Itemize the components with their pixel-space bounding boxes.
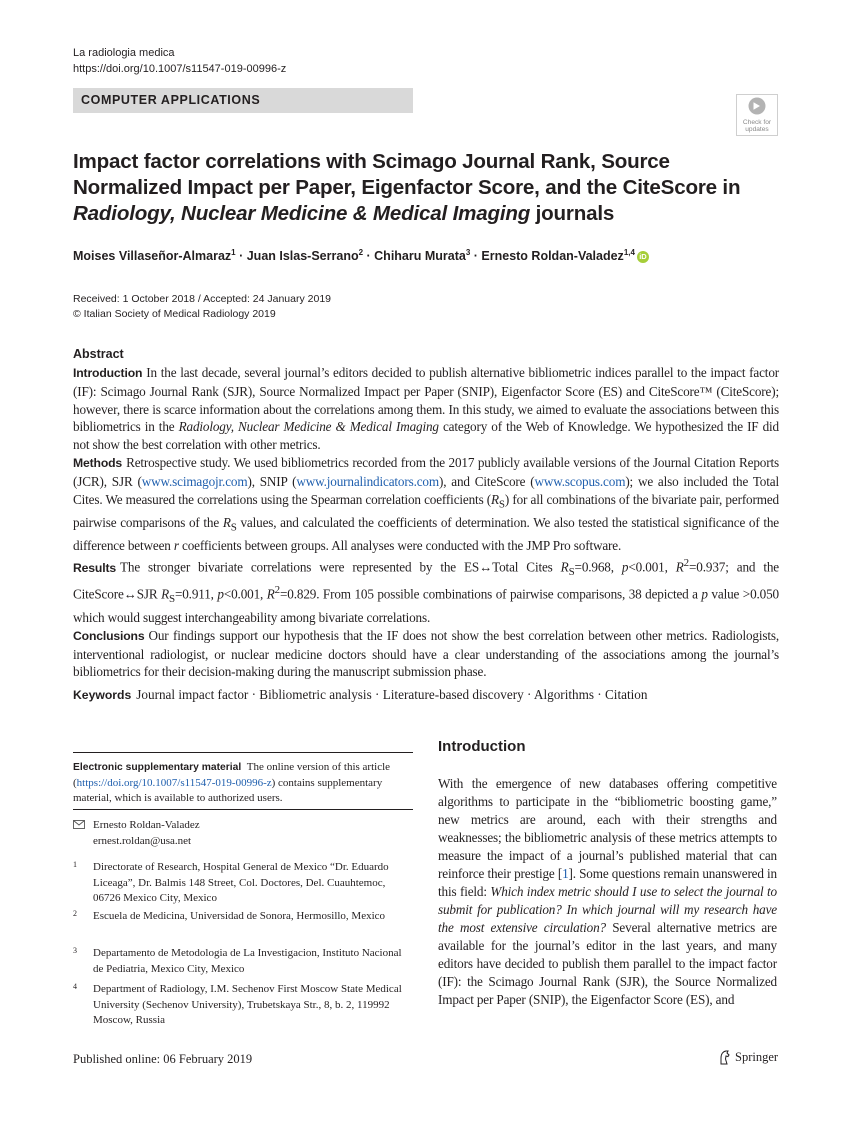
springer-horse-icon: [718, 1050, 731, 1065]
scimago-link[interactable]: www.scimagojr.com: [141, 473, 248, 489]
abstract-heading: Abstract: [73, 347, 124, 361]
envelope-icon: [73, 820, 85, 829]
abstract-methods: Methods Retrospective study. We used bibliometrics recorded from the 2017 publicly available versions of the Journal Citation Reports (JCR), SJR (www.scimagojr.com), SNIP (www.journalindicators.com), and CiteScore (www.scopus.com); we also included the Total Cites. We measured the correlations using the Spearman correlation coefficients $(R_S)$ for all combinations of the bivariate pair, performed pairwise comparisons of the $R_S$ values, and calculated the coefficients of determination. We also tested the statistical significance of the difference between r coefficients between groups. All analyses were conducted with the JMP Pro software.: [73, 454, 779, 554]
abstract-label: Results: [73, 560, 116, 575]
author-separator: ·: [363, 249, 375, 264]
author-name[interactable]: Ernesto Roldan-Valadez: [481, 249, 624, 264]
introduction-heading: Introduction: [438, 738, 526, 755]
author-separator: ·: [470, 249, 482, 264]
scopus-link[interactable]: www.scopus.com: [534, 473, 626, 489]
esm-doi-link[interactable]: https://doi.org/10.1007/s11547-019-00996-z: [76, 776, 272, 789]
author-list: [73, 248, 649, 263]
journalindicators-link[interactable]: www.journalindicators.com: [296, 473, 439, 489]
orcid-icon[interactable]: iD: [637, 251, 649, 263]
title-text-end: journals: [530, 202, 615, 225]
author-affiliation: 2: [358, 248, 364, 257]
check-updates-line2: updates: [745, 126, 769, 133]
abstract-results: Results The stronger bivariate correlations were represented by the ES↔Total Cites $R_S=0.968$, p<0.001, $R^2=0.937$; and the CiteScore↔SJR $R_S=0.911$, p<0.001, $R^2=0.829$. From 105 possible combinations of pairwise comparisons, 38 depicted a p value >0.050 which would suggest interchangeability among bivariate correlations.: [73, 557, 779, 625]
author-name[interactable]: Moises Villaseñor-Almaraz: [73, 249, 232, 264]
title-text: Impact factor correlations with Scimago Journal Rank, Source Normalized Impact per Paper, Eigenfactor Score, and the CiteScore in: [73, 150, 741, 199]
reference-link[interactable]: 1: [562, 866, 569, 881]
article-title: [73, 149, 783, 227]
corresponding-author: [73, 818, 413, 849]
abstract-label: Methods: [73, 455, 123, 470]
article-dates: [73, 292, 331, 322]
abstract-label: Introduction: [73, 366, 143, 380]
publisher-name: Springer: [735, 1050, 779, 1064]
introduction-body: With the emergence of new databases offering competitive algorithms to participate in the “bibliometric boosting game,” new metrics are around, each with their strengths and weaknesses; the bibliometric analysis of these metrics attempts to measure the impact of a journal’s published material that can reinforce their prestige [1]. Some questions remain unanswered in this field: Which index metric should I use to select the journal to submit for publication? In which journal will my research have the most extensive circulation? Several alternative metrics are available for the journal’s editor in the last years, and many editors have decided to publish them parallel to the impact factor (IF): the Scimago Journal Rank (SJR), the Source Normalized Impact per Paper (SNIP), the Eigenfactor Score (ES), and: [438, 776, 777, 1007]
abstract-introduction: Introduction In the last decade, several journal’s editors decided to publish alternative bibliometric indices parallel to the impact factor (IF): Scimago Journal Rank (SJR), Source Normalized Impact per Paper (SNIP), Eigenfactor Score (ES) and CiteScore™ (CiteScore); however, there is scarce information about the correlations among them. In this study, we aimed to evaluate the associations between this bibliometrics in the Radiology, Nuclear Medicine & Medical Imaging category of the Web of Knowledge. We hypothesized the IF did not show the best correlation with other metrics.: [73, 365, 779, 453]
author-affiliation: 1,4: [623, 248, 635, 257]
author-affiliation: 1: [231, 248, 236, 257]
author-affiliation: 3: [465, 248, 471, 257]
title-italic: Radiology, Nuclear Medicine & Medical Imaging: [73, 202, 531, 225]
contact-name: Ernesto Roldan-Valadez: [93, 819, 200, 831]
author-name[interactable]: Chiharu Murata: [374, 249, 466, 264]
article-doi[interactable]: https://doi.org/10.1007/s11547-019-00996-z: [73, 63, 287, 75]
affiliation: 1 Directorate of Research, Hospital General de Mexico “Dr. Eduardo Liceaga”, Dr. Balmis 148 Street, Col. Doctores, Del. Cuauhtemoc, 06726 Mexico City, Mexico: [73, 860, 389, 904]
abstract-body: [73, 364, 779, 681]
keywords-list: Journal impact factor · Bibliometric analysis · Literature-based discovery · Algorithms · Citation: [136, 687, 648, 702]
keywords-label: Keywords: [73, 688, 132, 702]
journal-name: La radiologia medica: [73, 47, 175, 59]
published-date: Published online: 06 February 2019: [73, 1052, 253, 1066]
journal-header: [73, 45, 286, 77]
abstract-conclusions: Conclusions Our findings support our hypothesis that the IF does not show the best correlation between other metrics. Radiologists, interventional radiologist, or nuclear medicine doctors should have a clear understanding of the associations among the journal’s bibliometrics for their decision-making during the manuscript submission phase.: [73, 627, 779, 680]
section-band: [73, 88, 413, 113]
section-label: COMPUTER APPLICATIONS: [81, 93, 261, 107]
affiliation: 2 Escuela de Medicina, Universidad de Sonora, Hermosillo, Mexico: [73, 909, 386, 922]
footnote-rule: [73, 809, 413, 810]
author-separator: ·: [235, 249, 247, 264]
check-for-updates-icon[interactable]: [736, 94, 778, 136]
footnote-rule: [73, 752, 413, 753]
received-accepted: Received: 1 October 2018 / Accepted: 24 January 2019: [73, 293, 332, 305]
copyright: © Italian Society of Medical Radiology 2019: [73, 308, 276, 320]
affiliation: 4 Department of Radiology, I.M. Sechenov First Moscow State Medical University (Sechenov University), Trubetskaya Str., 8, b. 2, 119992 Moscow, Russia: [73, 982, 402, 1026]
affiliation: 3 Departamento de Metodologia de La Investigacion, Instituto Nacional de Pediatria, Mexico City, Mexico: [73, 946, 402, 975]
supplementary-note: Electronic supplementary material The online version of this article (https://doi.org/10.1007/s11547-019-00996-z) contains supplementary material, which is available to authorized users.: [73, 761, 391, 804]
publisher-logo: [718, 1050, 778, 1065]
keywords: [73, 687, 779, 703]
abstract-label: Conclusions: [73, 628, 145, 643]
check-updates-line1: Check for: [742, 119, 772, 126]
author-name[interactable]: Juan Islas-Serrano: [246, 249, 359, 264]
contact-email[interactable]: ernest.roldan@usa.net: [93, 834, 192, 847]
esm-label: Electronic supplementary material: [73, 762, 242, 773]
